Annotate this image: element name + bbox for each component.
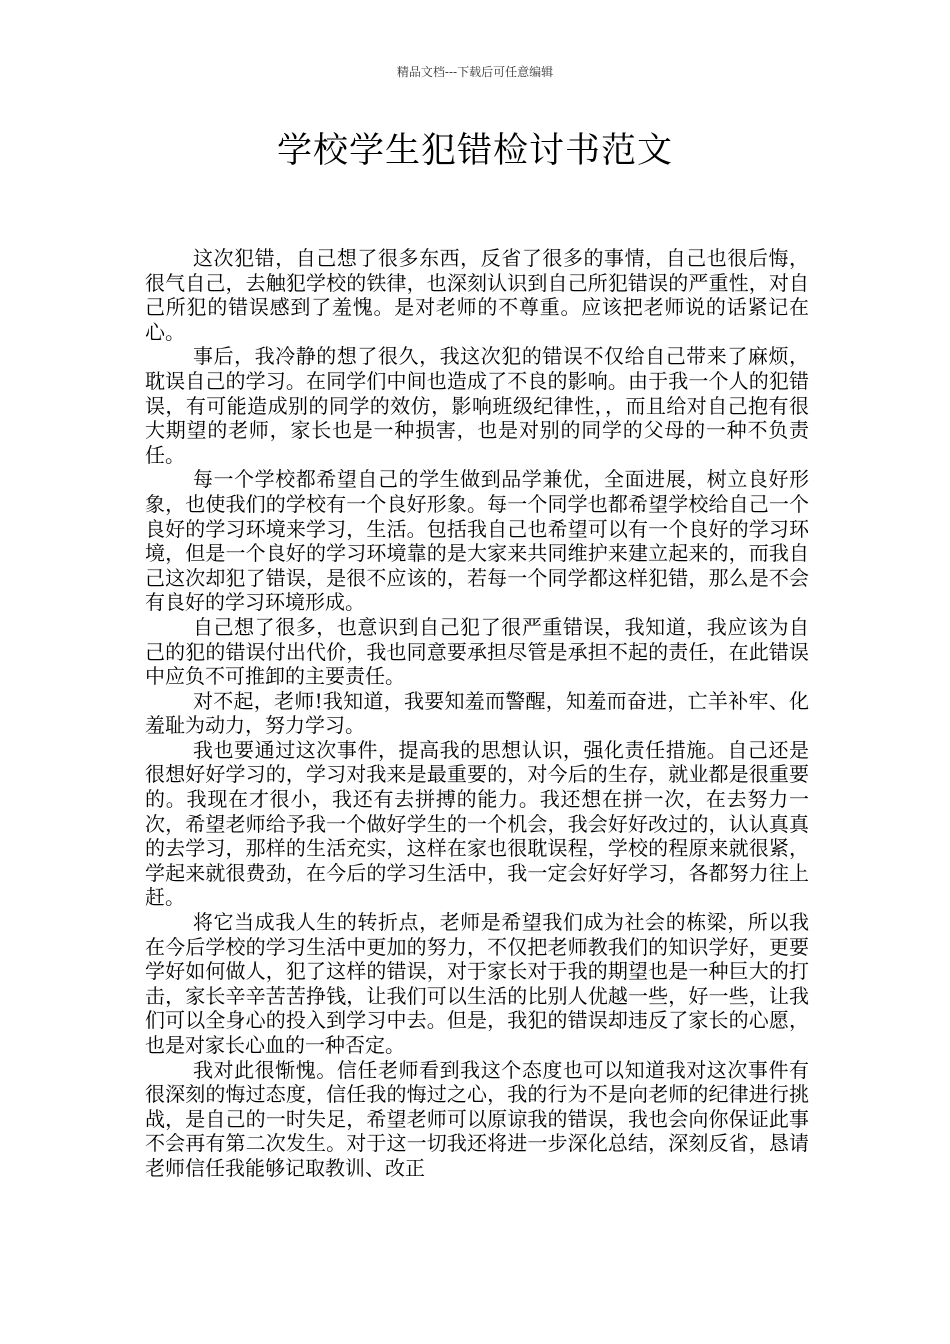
header-note: 精品文档---下载后可任意编辑 xyxy=(396,65,554,79)
body-paragraph: 将它当成我人生的转折点，老师是希望我们成为社会的栋梁，所以我在今后学校的学习生活中更加的努力，不仅把老师教我们的知识学好，更要学好如何做人，犯了这样的错误，对于家长对于我的期望也是一种巨大的打击，家长辛辛苦苦挣钱，让我们可以生活的比别人优越一些，好一些，让我们可以全身心的投入到学习中去。但是，我犯的错误却违反了家长的心愿，也是对家长心血的一种否定。 xyxy=(145,910,809,1057)
body-paragraph: 我对此很惭愧。信任老师看到我这个态度也可以知道我对这次事件有很深刻的悔过态度，信任我的悔过之心，我的行为不是向老师的纪律进行挑战，是自己的一时失足，希望老师可以原谅我的错误，我也会向你保证此事不会再有第二次发生。对于这一切我还将进一步深化总结，深刻反省，恳请老师信任我能够记取教训、改正 xyxy=(145,1057,809,1180)
body-paragraph: 事后，我冷静的想了很久，我这次犯的错误不仅给自己带来了麻烦，耽误自己的学习。在同学们中间也造成了不良的影响。由于我一个人的犯错误，有可能造成别的同学的效仿，影响班级纪律性，，而且给对自己抱有很大期望的老师，家长也是一种损害，也是对别的同学的父母的一种不负责任。 xyxy=(145,344,809,467)
document-title: 学校学生犯错检讨书范文 xyxy=(276,131,673,171)
body-paragraph: 对不起，老师!我知道，我要知羞而警醒，知羞而奋进，亡羊补牢、化羞耻为动力，努力学习。 xyxy=(145,688,809,738)
body-paragraph: 自己想了很多，也意识到自己犯了很严重错误，我知道，我应该为自己的犯的错误付出代价，我也同意要承担尽管是承担不起的责任，在此错误中应负不可推卸的主要责任。 xyxy=(145,614,809,689)
body-paragraph: 这次犯错，自己想了很多东西，反省了很多的事情，自己也很后悔，很气自己，去触犯学校的铁律，也深刻认识到自己所犯错误的严重性，对自己所犯的错误感到了羞愧。是对老师的不尊重。应该把老师说的话紧记在心。 xyxy=(145,246,809,344)
body-paragraph: 我也要通过这次事件，提高我的思想认识，强化责任措施。自己还是很想好好学习的，学习对我来是最重要的，对今后的生存，就业都是很重要的。我现在才很小，我还有去拼搏的能力。我还想在拼一次，在去努力一次，希望老师给予我一个做好学生的一个机会，我会好好改过的，认认真真的去学习，那样的生活充实，这样在家也很耽误程，学校的程原来就很紧，学起来就很费劲，在今后的学习生活中，我一定会好好学习，各都努力往上赶。 xyxy=(145,737,809,910)
document-body xyxy=(145,246,809,1181)
body-paragraph: 每一个学校都希望自己的学生做到品学兼优，全面进展，树立良好形象，也使我们的学校有一个良好形象。每一个同学也都希望学校给自己一个良好的学习环境来学习，生活。包括我自己也希望可以有一个良好的学习环境，但是一个良好的学习环境靠的是大家来共同维护来建立起来的，而我自己这次却犯了错误，是很不应该的，若每一个同学都这样犯错，那么是不会有良好的学习环境形成。 xyxy=(145,467,809,615)
